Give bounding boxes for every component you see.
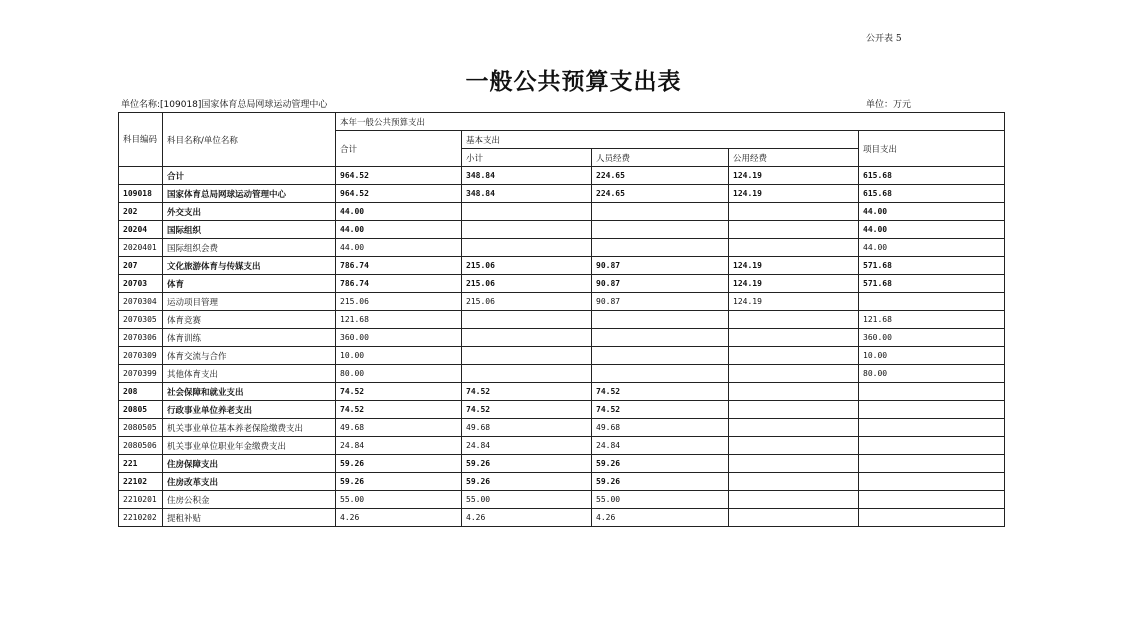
cell-project: 571.68 [859,275,1005,293]
cell-public [729,509,859,527]
cell-personnel: 90.87 [592,257,729,275]
cell-total: 44.00 [336,239,462,257]
cell-public [729,347,859,365]
cell-subtotal: 348.84 [462,167,592,185]
cell-project [859,491,1005,509]
cell-name: 其他体育支出 [163,365,336,383]
table-row [119,239,1005,257]
cell-name: 文化旅游体育与传媒支出 [163,257,336,275]
cell-name: 国际组织 [163,221,336,239]
cell-personnel: 224.65 [592,185,729,203]
table-row [119,329,1005,347]
table-row [119,167,1005,185]
table-row [119,203,1005,221]
cell-subtotal [462,329,592,347]
cell-total: 360.00 [336,329,462,347]
cell-total: 121.68 [336,311,462,329]
cell-project: 80.00 [859,365,1005,383]
cell-name: 体育交流与合作 [163,347,336,365]
cell-personnel: 4.26 [592,509,729,527]
cell-code: 2080505 [119,419,163,437]
cell-public [729,221,859,239]
cell-total: 59.26 [336,473,462,491]
cell-total: 786.74 [336,257,462,275]
cell-code [119,167,163,185]
cell-personnel [592,203,729,221]
cell-code: 20204 [119,221,163,239]
cell-project: 10.00 [859,347,1005,365]
cell-name: 提租补贴 [163,509,336,527]
table-row [119,437,1005,455]
cell-personnel: 49.68 [592,419,729,437]
cell-code: 2210201 [119,491,163,509]
cell-code: 207 [119,257,163,275]
header-personnel: 人员经费 [592,149,729,167]
cell-public [729,401,859,419]
cell-project [859,455,1005,473]
table-row [119,455,1005,473]
cell-personnel [592,221,729,239]
cell-name: 住房公积金 [163,491,336,509]
cell-public: 124.19 [729,275,859,293]
cell-code: 2070305 [119,311,163,329]
cell-code: 20703 [119,275,163,293]
cell-total: 80.00 [336,365,462,383]
cell-personnel [592,347,729,365]
header-total: 合计 [336,131,462,167]
cell-name: 外交支出 [163,203,336,221]
header-subtotal: 小计 [462,149,592,167]
cell-project [859,383,1005,401]
cell-name: 社会保障和就业支出 [163,383,336,401]
cell-public [729,473,859,491]
cell-code: 2210202 [119,509,163,527]
cell-project: 44.00 [859,221,1005,239]
cell-name: 体育 [163,275,336,293]
budget-table [118,112,1005,527]
cell-subtotal [462,347,592,365]
cell-code: 221 [119,455,163,473]
cell-project: 615.68 [859,185,1005,203]
cell-public [729,203,859,221]
cell-subtotal: 59.26 [462,473,592,491]
cell-name: 住房改革支出 [163,473,336,491]
cell-total: 964.52 [336,167,462,185]
cell-subtotal: 49.68 [462,419,592,437]
cell-subtotal [462,239,592,257]
cell-personnel: 74.52 [592,401,729,419]
cell-public [729,311,859,329]
cell-total: 44.00 [336,221,462,239]
table-row [119,293,1005,311]
cell-personnel [592,329,729,347]
table-row [119,473,1005,491]
cell-public: 124.19 [729,185,859,203]
cell-subtotal: 348.84 [462,185,592,203]
cell-subtotal: 4.26 [462,509,592,527]
cell-name: 机关事业单位职业年金缴费支出 [163,437,336,455]
cell-project: 360.00 [859,329,1005,347]
cell-name: 机关事业单位基本养老保险缴费支出 [163,419,336,437]
cell-project [859,509,1005,527]
cell-code: 208 [119,383,163,401]
cell-code: 2070306 [119,329,163,347]
cell-public [729,455,859,473]
cell-project: 615.68 [859,167,1005,185]
cell-code: 20805 [119,401,163,419]
table-row [119,275,1005,293]
cell-total: 964.52 [336,185,462,203]
cell-total: 786.74 [336,275,462,293]
cell-project [859,437,1005,455]
cell-public [729,239,859,257]
cell-total: 44.00 [336,203,462,221]
cell-subtotal: 215.06 [462,275,592,293]
cell-name: 住房保障支出 [163,455,336,473]
header-code: 科目编码 [119,113,163,167]
cell-personnel: 90.87 [592,275,729,293]
cell-total: 49.68 [336,419,462,437]
cell-public [729,365,859,383]
cell-name: 运动项目管理 [163,293,336,311]
cell-public [729,437,859,455]
cell-personnel [592,239,729,257]
cell-subtotal: 74.52 [462,383,592,401]
cell-subtotal: 215.06 [462,257,592,275]
cell-project: 44.00 [859,239,1005,257]
cell-personnel: 74.52 [592,383,729,401]
cell-name: 体育竞赛 [163,311,336,329]
table-row [119,383,1005,401]
cell-public [729,419,859,437]
cell-code: 2070309 [119,347,163,365]
table-row [119,401,1005,419]
table-row [119,347,1005,365]
header-current-year: 本年一般公共预算支出 [336,113,1005,131]
page-title: 一般公共预算支出表 [465,68,682,95]
cell-subtotal [462,365,592,383]
cell-subtotal: 55.00 [462,491,592,509]
cell-subtotal [462,203,592,221]
header-public: 公用经费 [729,149,859,167]
cell-personnel: 224.65 [592,167,729,185]
cell-project: 121.68 [859,311,1005,329]
cell-personnel: 90.87 [592,293,729,311]
table-row [119,221,1005,239]
cell-public [729,329,859,347]
table-row [119,185,1005,203]
cell-total: 55.00 [336,491,462,509]
table-row [119,491,1005,509]
cell-code: 109018 [119,185,163,203]
cell-project [859,401,1005,419]
cell-total: 24.84 [336,437,462,455]
unit-name: 单位名称:[109018]国家体育总局网球运动管理中心 [121,100,328,110]
table-body [119,167,1005,527]
header-project: 项目支出 [859,131,1005,167]
cell-personnel: 59.26 [592,455,729,473]
cell-public [729,491,859,509]
cell-personnel: 24.84 [592,437,729,455]
cell-personnel [592,311,729,329]
cell-total: 74.52 [336,383,462,401]
cell-personnel: 59.26 [592,473,729,491]
cell-personnel: 55.00 [592,491,729,509]
cell-project [859,293,1005,311]
cell-name: 体育训练 [163,329,336,347]
cell-total: 215.06 [336,293,462,311]
cell-subtotal: 215.06 [462,293,592,311]
cell-subtotal: 59.26 [462,455,592,473]
header-basic: 基本支出 [462,131,859,149]
cell-code: 2080506 [119,437,163,455]
cell-public [729,383,859,401]
cell-code: 202 [119,203,163,221]
cell-name: 国家体育总局网球运动管理中心 [163,185,336,203]
cell-total: 74.52 [336,401,462,419]
cell-name: 合计 [163,167,336,185]
unit-measure: 单位：万元 [866,100,912,110]
cell-project [859,419,1005,437]
header-name: 科目名称/单位名称 [163,113,336,167]
cell-code: 2020401 [119,239,163,257]
cell-subtotal [462,311,592,329]
cell-total: 4.26 [336,509,462,527]
table-row [119,257,1005,275]
cell-name: 国际组织会费 [163,239,336,257]
cell-total: 59.26 [336,455,462,473]
form-number: 公开表 5 [866,34,902,44]
cell-subtotal [462,221,592,239]
cell-public: 124.19 [729,293,859,311]
cell-project [859,473,1005,491]
cell-project: 571.68 [859,257,1005,275]
cell-total: 10.00 [336,347,462,365]
cell-code: 2070304 [119,293,163,311]
table-row [119,311,1005,329]
cell-public: 124.19 [729,257,859,275]
table-row [119,419,1005,437]
table-row [119,365,1005,383]
cell-code: 22102 [119,473,163,491]
cell-subtotal: 24.84 [462,437,592,455]
cell-personnel [592,365,729,383]
table-row [119,509,1005,527]
cell-code: 2070399 [119,365,163,383]
cell-project: 44.00 [859,203,1005,221]
cell-public: 124.19 [729,167,859,185]
cell-subtotal: 74.52 [462,401,592,419]
cell-name: 行政事业单位养老支出 [163,401,336,419]
